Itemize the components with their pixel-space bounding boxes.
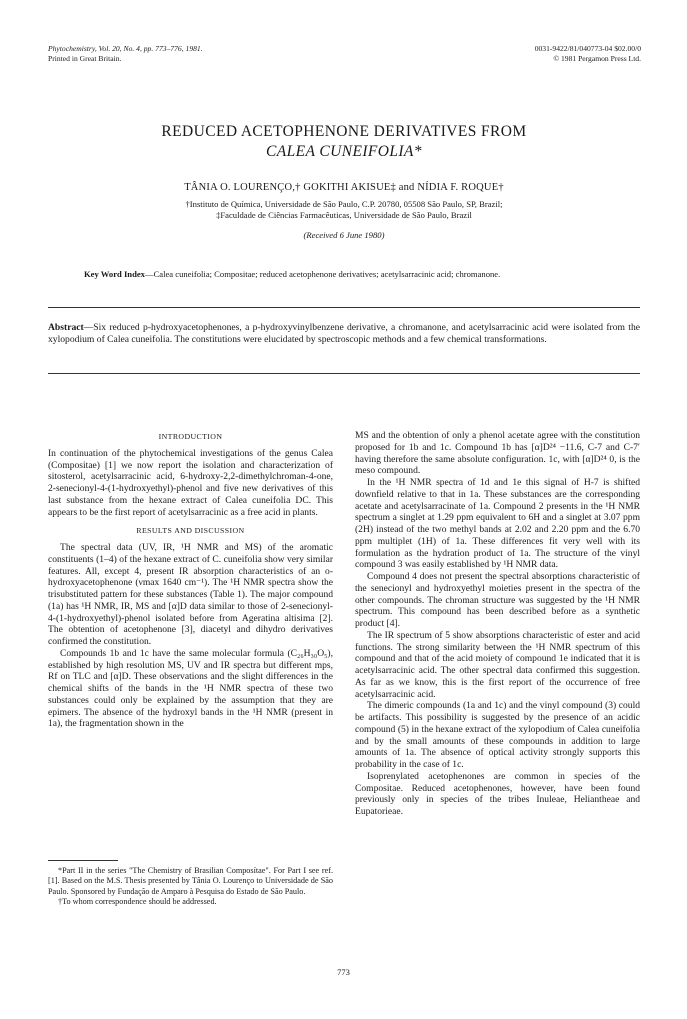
- affiliation-1: †Instituto de Química, Universidade de São Paulo, C.P. 20780, 05508 São Paulo, SP, Brazil;: [185, 199, 503, 209]
- abstract: [48, 322, 640, 346]
- paragraph: The dimeric compounds (1a and 1c) and the vinyl compound (3) could be artifacts. This possibility is suggested by the presence of an acidic compound (5) in the hexane extract of the xylopodium of Calea cuneifolia and by the small amounts of these compounds in addition to large amounts of 1a. The absence of optical activity strongly supports this probability in the case of 1c.: [355, 700, 640, 770]
- section-heading-introduction: INTRODUCTION: [158, 432, 223, 441]
- running-header-right: [535, 44, 641, 63]
- received-date: (Received 6 June 1980): [303, 230, 385, 240]
- key-word-index-label: Key Word Index: [84, 269, 145, 279]
- footnote-divider: [48, 860, 118, 861]
- right-column: [355, 430, 640, 818]
- page-number: 773: [337, 967, 350, 977]
- journal-citation: Phytochemistry, Vol. 20, No. 4, pp. 773–776, 1981.: [48, 44, 203, 53]
- left-column: [48, 431, 333, 730]
- footnotes: [48, 866, 333, 908]
- paragraph: In the ¹H NMR spectra of 1d and 1e this signal of H-7 is shifted downfield relative to that in 1a. These substances are the corresponding acetate and acetylsarracinate of 1a. Compound 2 presents in the ¹H NMR spectrum a singlet at 1.29 ppm equivalent to 6H and a singlet at 3.07 ppm (2H) instead of the two methyl bands at 2.02 and 2.20 ppm and the 6.70 ppm multiplet (1H) of 1a. These differences fit very well with its formulation as the hydration product of 1a. The structure of the vinyl compound 3 was easily established by ¹H NMR data.: [355, 477, 640, 571]
- divider-bottom: [48, 373, 640, 374]
- authors: TÂNIA O. LOURENÇO,† GOKITHI AKISUE‡ and NÍDIA F. ROQUE†: [184, 182, 504, 193]
- section-heading-results: RESULTS AND DISCUSSION: [136, 526, 245, 536]
- footnote: †To whom correspondence should be addressed.: [58, 897, 217, 907]
- paragraph: In continuation of the phytochemical investigations of the genus Calea (Compositae) [1] we now report the isolation and characterization of sitosterol, acetylsarracinic acid, 6-hydroxy-2,2-dimethylchroman-4-one, 2-senecionyl-4-(1-hydroxyethyl)-phenol and five new derivatives of this last substance from the hexane extract of Calea cuneifolia DC. This appears to be the first report of acetylsarracinic as a free acid in plants.: [48, 447, 333, 518]
- running-header-left: [48, 44, 203, 63]
- title-line-1: REDUCED ACETOPHENONE DERIVATIVES FROM: [161, 123, 527, 140]
- divider-top: [48, 307, 640, 308]
- paragraph: The IR spectrum of 5 show absorptions characteristic of ester and acid functions. The strong similarity between the ¹H NMR spectrum of this compound and that of the acid moiety of compound 1e indicated that it is acetylsarracinic acid. The other spectral data confirmed this suggestion. As far as we know, this is the first report of the occurrence of free acetylsarracinic acid.: [355, 629, 640, 700]
- abstract-text: —Six reduced p-hydroxyacetophenones, a p-hydroxyvinylbenzene derivative, a chromanone, and acetylsarracinic acid were isolated from the xylopodium of Calea cuneifolia. The constitutions were elucidated by spectroscopic methods and a few chemical transformations.: [48, 322, 640, 345]
- abstract-label: Abstract: [48, 322, 84, 333]
- footnote: *Part II in the series "The Chemistry of Brasilian Composítae". For Part I see ref. [1]. Based on the M.S. Thesis presented by Tânia O. Lourenço to Universidade de São Paulo. Sponsored by Fundação de Amparo à Pesquisa do Estado de São Paulo.: [48, 866, 333, 896]
- key-word-index: [84, 269, 636, 280]
- affiliation-2: ‡Faculdade de Ciências Farmacêuticas, Universidade de São Paulo, Brazil: [216, 210, 472, 220]
- copyright: © 1981 Pergamon Press Ltd.: [553, 53, 641, 63]
- article-code: 0031-9422/81/040773-04 $02.00/0: [534, 44, 641, 53]
- affiliations: [48, 199, 640, 221]
- paragraph: The spectral data (UV, IR, ¹H NMR and MS) of the aromatic constituents (1–4) of the hexane extract of C. cuneifolia show very similar features. All, except 4, present IR absorption characteristics of an o-hydroxyacetophenone (νmax 1640 cm⁻¹). The ¹H NMR spectra show the trisubstituted pattern for these substances (Table 1). The major compound (1a) has ¹H NMR, IR, MS and [α]D data similar to those of 2-senecionyl-4-(1-hydroxyethyl)-phenol isolated before from Ageratina altisima [2]. The obtention of acetophenone [3], diacetyl and dihydro derivatives confirmed the constitution.: [48, 542, 333, 647]
- printed-in: Printed in Great Britain.: [48, 53, 122, 63]
- paragraph: MS and the obtention of only a phenol acetate agree with the constitution proposed for 1b and 1c. Compound 1b has [α]D²⁴ −11.6, C-7 and C-7′ having therefore the same absolute configuration. 1c, with [α]D²⁴ 0, is the meso compound.: [355, 430, 640, 477]
- article-title: [48, 122, 640, 162]
- title-block: [48, 122, 640, 240]
- paragraph: Isoprenylated acetophenones are common in species of the Compositae. Reduced acetophenones, however, have been found previously only in species of the tribes Inuleae, Heliantheae and Eupatorieae.: [355, 770, 640, 817]
- title-line-2: CALEA CUNEIFOLIA*: [266, 143, 422, 160]
- paragraph: Compounds 1b and 1c have the same molecular formula (C₂₆H₃₀O₅), established by high resolution MS, UV and IR spectra but different mps, Rf on TLC and [α]D. These observations and the slight differences in the chemical shifts of the bands in the ¹H NMR spectra of these two substances could only be explained by the assumption that they are epimers. The absence of the hydroxyl bands in the ¹H NMR (present in 1a), the fragmentation shown in the: [48, 647, 333, 730]
- key-word-index-text: —Calea cuneifolia; Compositae; reduced acetophenone derivatives; acetylsarracinic acid; chromanone.: [144, 269, 501, 279]
- paragraph: Compound 4 does not present the spectral absorptions characteristic of the senecionyl and hydroxyethyl moieties present in the spectra of the other compounds. The chroman structure was suggested by the ¹H NMR spectrum. This compound has been described before as a synthetic product [4].: [355, 571, 640, 629]
